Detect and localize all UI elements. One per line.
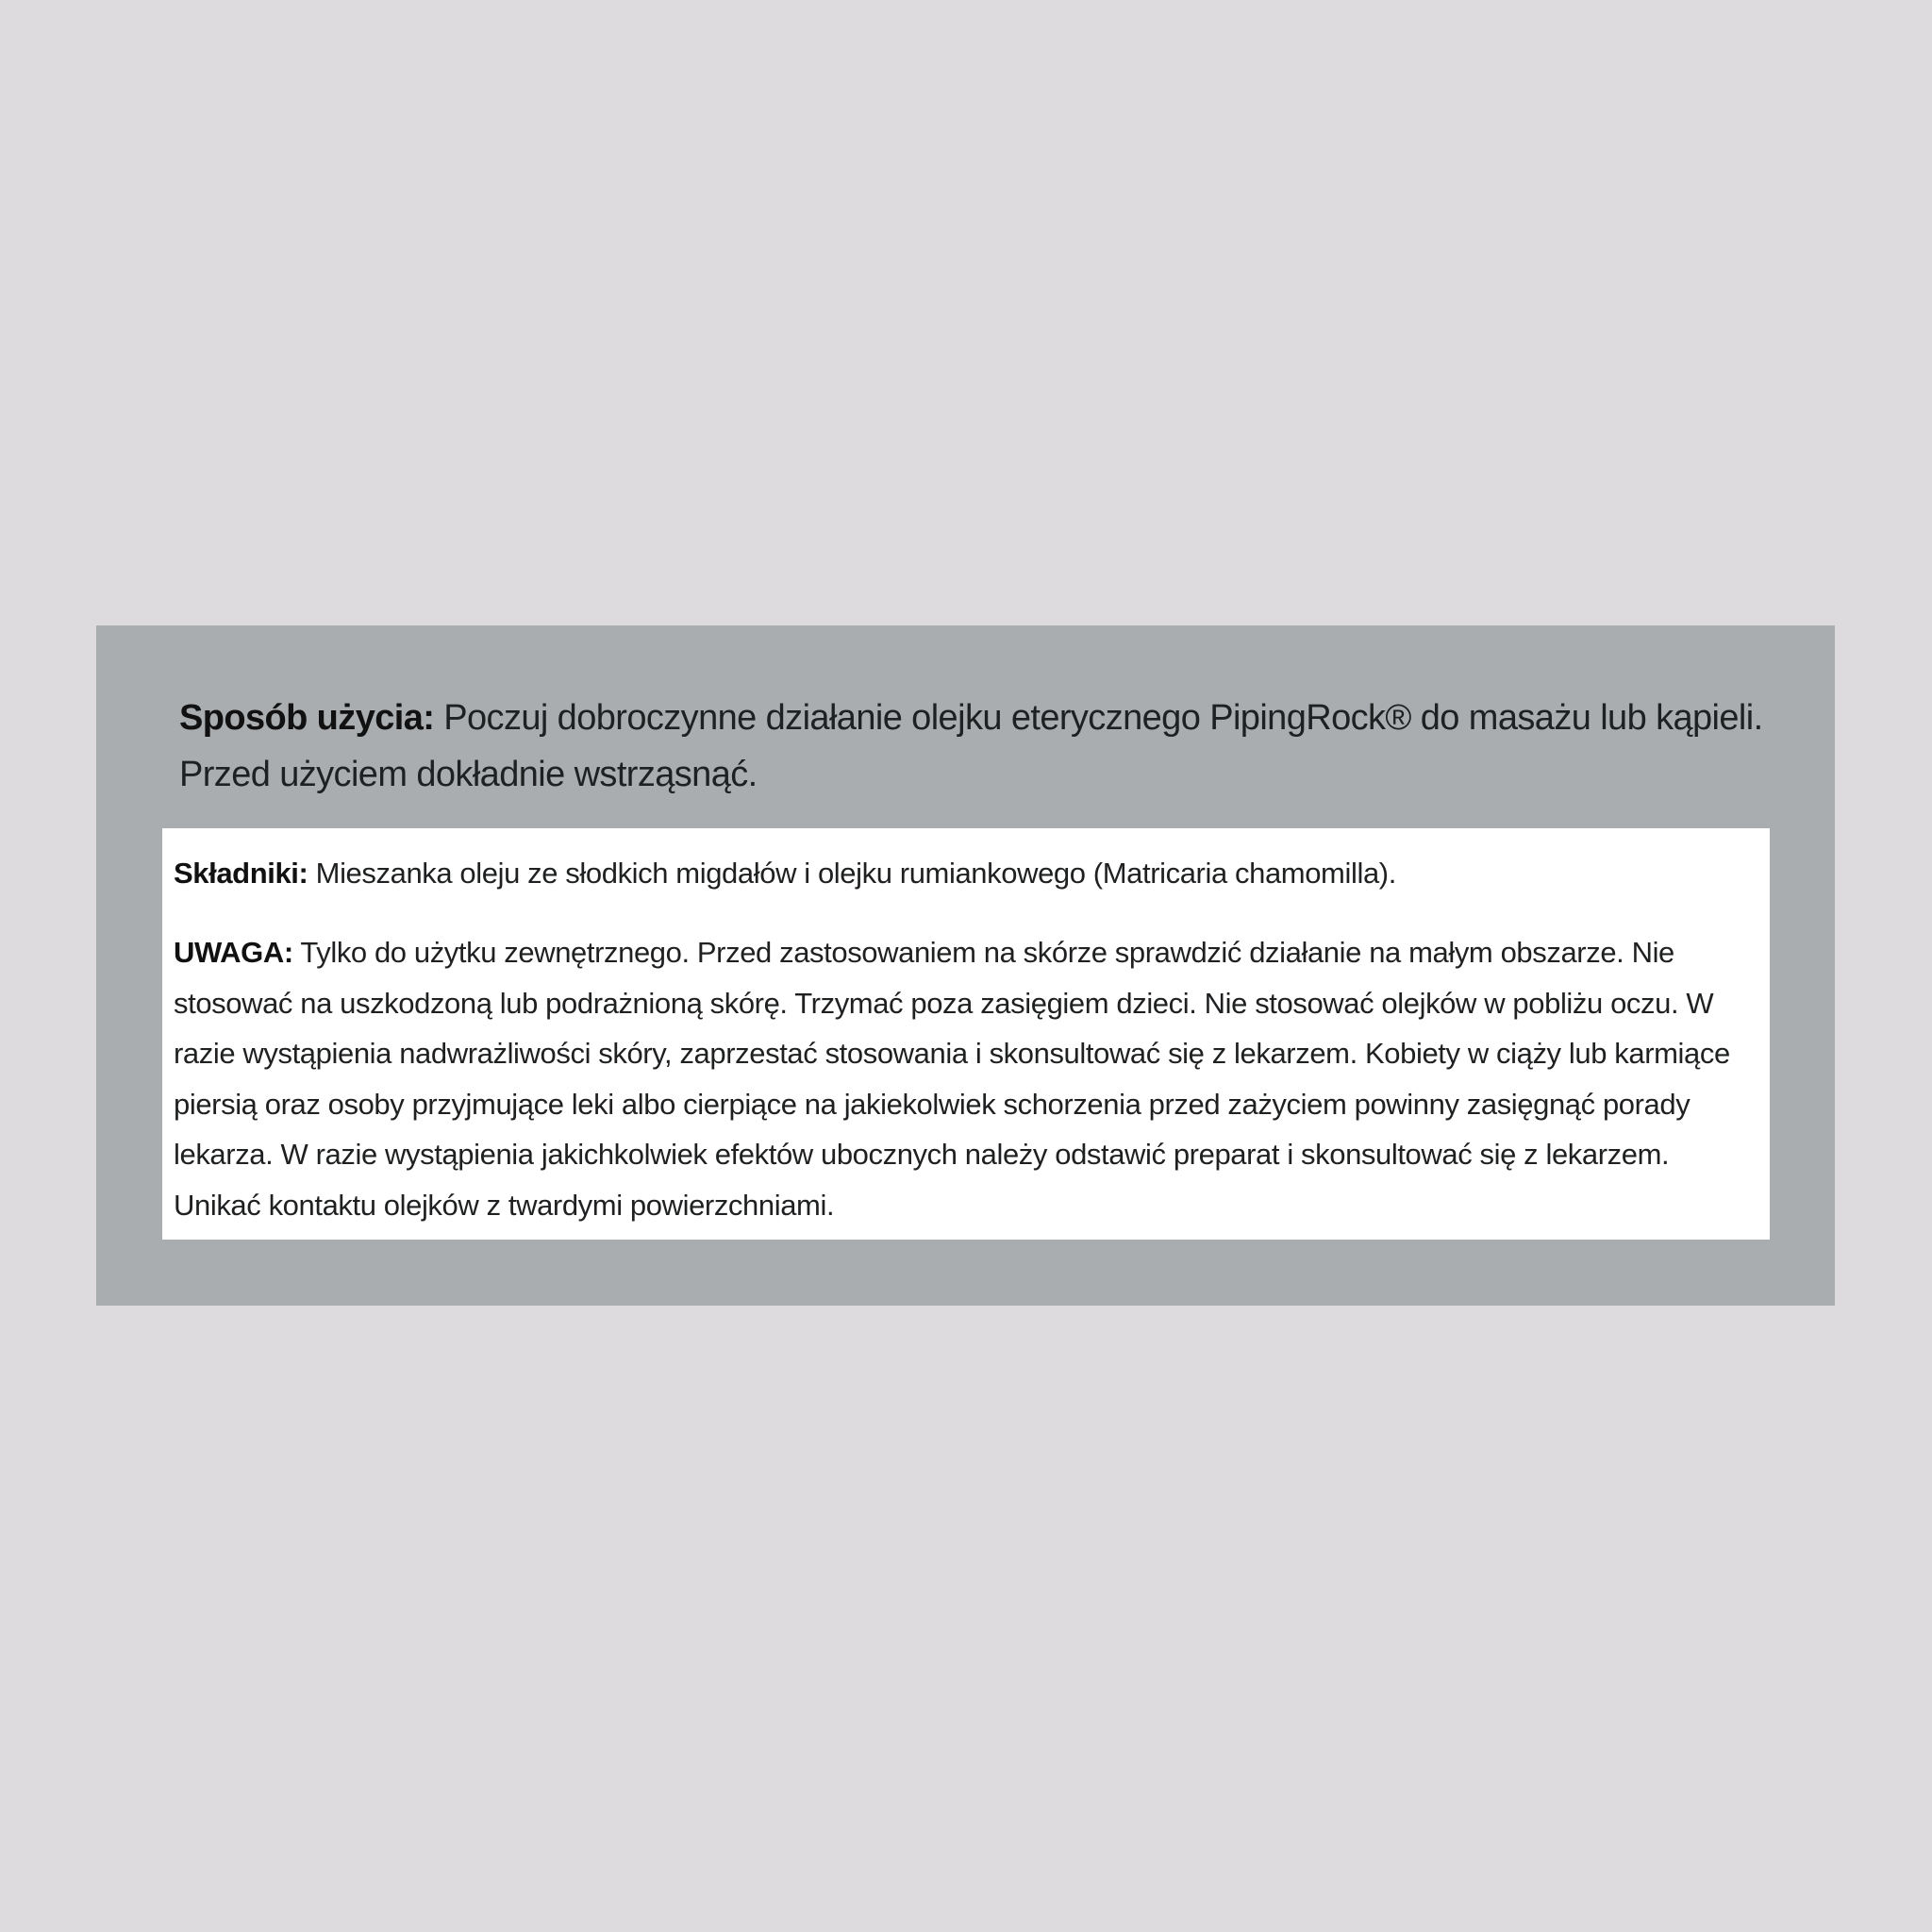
- warning-paragraph: [174, 927, 1762, 1230]
- warning-text: Tylko do użytku zewnętrznego. Przed zastosowaniem na skórze sprawdzić działanie na małym obszarze. Nie stosować na uszkodzoną lub podrażnioną skórę. Trzymać poza zasięgiem dzieci. Nie stosować olejków w pobliżu oczu. W razie wystąpienia nadwrażliwości skóry, zaprzestać stosowania i skonsultować się z lekarzem. Kobiety w ciąży lub karmiące piersią oraz osoby przyjmujące leki albo cierpiące na jakiekolwiek schorzenia przed zażyciem powinny zasięgnąć porady lekarza. W razie wystąpienia jakichkolwiek efektów ubocznych należy odstawić preparat i skonsultować się z lekarzem. Unikać kontaktu olejków z twardymi powierzchniami.: [174, 936, 1730, 1222]
- directions-text: Poczuj dobroczynne działanie olejku eterycznego PipingRock® do masażu lub kąpieli. Przed użyciem dokładnie wstrząsnąć.: [179, 698, 1763, 794]
- ingredients-text: Mieszanka oleju ze słodkich migdałów i olejku rumiankowego (Matricaria chamomilla).: [308, 857, 1396, 890]
- ingredients-paragraph: [174, 855, 1758, 892]
- directions-label: Sposób użycia:: [179, 698, 435, 738]
- ingredients-label: Składniki:: [174, 857, 308, 890]
- warning-label: UWAGA:: [174, 936, 293, 969]
- label-panel: [96, 625, 1835, 1306]
- directions-paragraph: [179, 690, 1774, 803]
- ingredients-warning-box: [162, 828, 1770, 1240]
